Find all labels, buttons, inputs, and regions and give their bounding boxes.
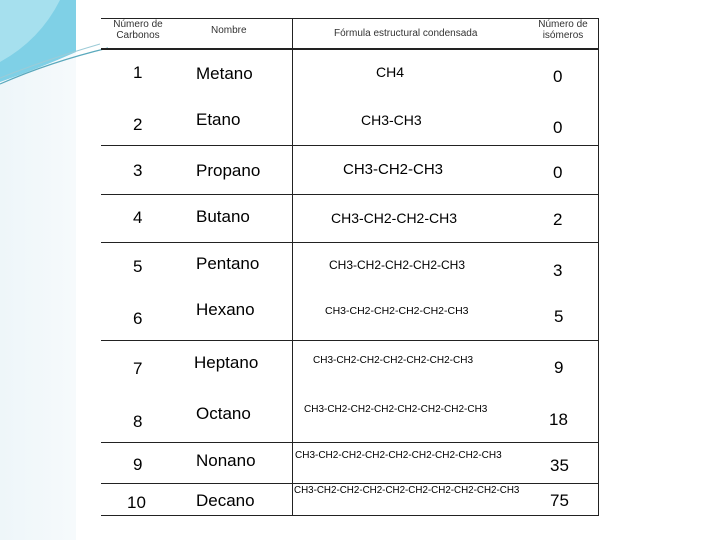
alkane-name: Hexano: [196, 300, 255, 319]
header-carbons-line1: Número de: [113, 19, 163, 30]
isomer-count: 5: [554, 307, 564, 326]
isomer-count: 2: [553, 210, 563, 229]
alkane-name: Decano: [196, 491, 255, 510]
condensed-formula: CH3-CH2-CH2-CH3: [331, 210, 458, 226]
isomer-count: 0: [553, 67, 563, 86]
carbon-count: 8: [133, 412, 143, 431]
alkane-name: Metano: [196, 64, 253, 83]
carbon-count: 9: [133, 455, 143, 474]
condensed-formula: CH3-CH2-CH2-CH2-CH2-CH2-CH3: [313, 355, 474, 366]
condensed-formula: CH3-CH2-CH2-CH2-CH2-CH2-CH2-CH3: [304, 404, 488, 415]
header-isomers-line1: Número de: [538, 19, 588, 30]
alkane-name: Propano: [196, 161, 261, 180]
row-divider: [101, 194, 599, 195]
carbon-count: 10: [127, 493, 146, 512]
alkane-name: Heptano: [194, 353, 259, 372]
isomer-count: 3: [553, 261, 563, 280]
header-formula: Fórmula estructural condensada: [334, 28, 478, 39]
header-carbons: [103, 20, 173, 41]
alkane-name: Butano: [196, 207, 250, 226]
header-name: Nombre: [211, 25, 247, 36]
alkane-name: Etano: [196, 110, 241, 129]
isomer-count: 35: [550, 456, 569, 475]
row-divider: [101, 242, 599, 243]
condensed-formula: CH3-CH2-CH3: [343, 161, 444, 178]
header-carbons-line2: Carbonos: [116, 29, 160, 41]
alkane-name: Nonano: [196, 451, 256, 470]
alkanes-table: [101, 18, 599, 516]
carbon-count: 2: [133, 115, 143, 134]
condensed-formula: CH3-CH3: [361, 112, 422, 128]
header-top-border: [101, 18, 599, 19]
header-bottom-border: [101, 48, 599, 50]
slide-corner-decoration: [0, 0, 110, 110]
condensed-formula: CH3-CH2-CH2-CH2-CH3: [329, 258, 466, 272]
carbon-count: 4: [133, 208, 143, 227]
row-divider: [101, 483, 599, 484]
isomer-count: 9: [554, 358, 564, 377]
condensed-formula: CH3-CH2-CH2-CH2-CH2-CH3: [325, 305, 469, 317]
header-isomers: [533, 20, 593, 41]
isomer-count: 18: [549, 410, 568, 429]
carbon-count: 5: [133, 257, 143, 276]
isomer-count: 75: [550, 491, 569, 510]
condensed-formula: CH3-CH2-CH2-CH2-CH2-CH2-CH2-CH2-CH3: [295, 450, 502, 461]
isomer-count: 0: [553, 163, 563, 182]
row-divider: [101, 340, 599, 341]
alkane-name: Octano: [196, 404, 251, 423]
carbon-count: 7: [133, 359, 143, 378]
alkane-name: Pentano: [196, 254, 260, 273]
condensed-formula: CH4: [376, 64, 405, 80]
row-divider: [101, 442, 599, 443]
header-isomers-line2: isómeros: [542, 29, 584, 41]
carbon-count: 3: [133, 161, 143, 180]
isomer-count: 0: [553, 118, 563, 137]
row-divider: [101, 145, 599, 146]
table-bottom-border: [101, 515, 599, 516]
condensed-formula: CH3-CH2-CH2-CH2-CH2-CH2-CH2-CH2-CH2-CH3: [294, 485, 520, 496]
carbon-count: 1: [133, 63, 143, 82]
carbon-count: 6: [133, 309, 143, 328]
